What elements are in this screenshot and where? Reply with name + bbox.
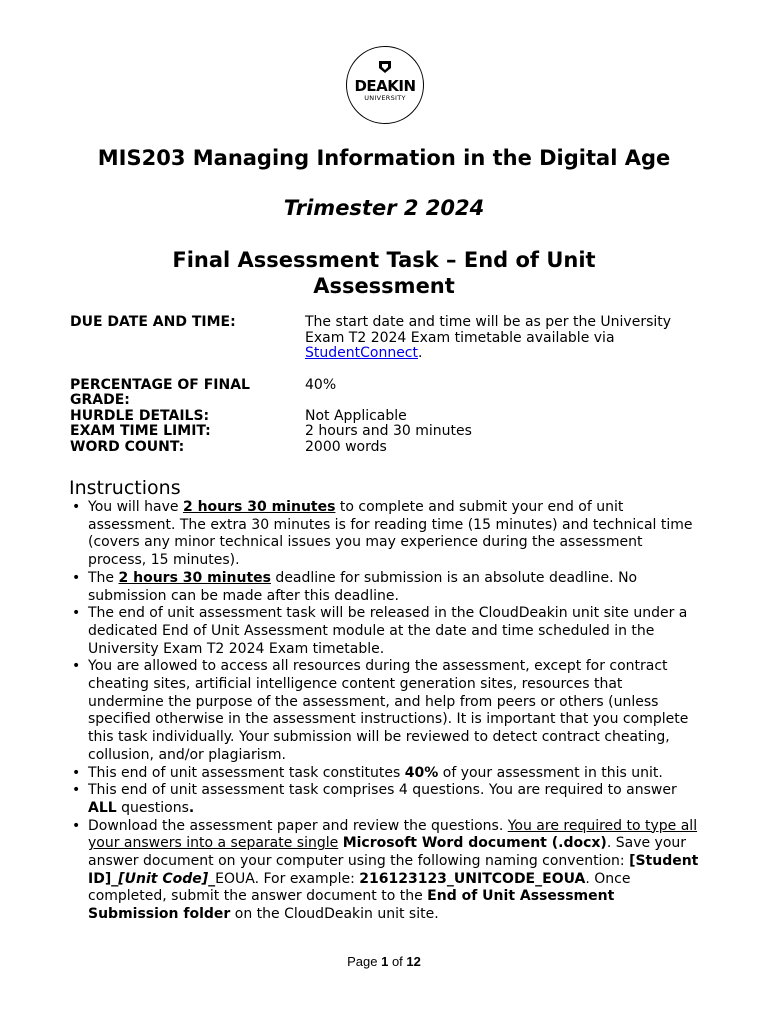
list-item: [70, 658, 700, 764]
item-text: to complete and submit your end of unit assessment. The extra 30 minutes is for reading time (15 minutes) and technical time (covers any minor technical issues you may experience during the assessment process, 15 minutes).: [88, 499, 693, 569]
item-text: . Save your answer document on your computer using the following naming convention:: [88, 835, 687, 870]
item-text: questions: [116, 799, 189, 816]
logo-subtitle: UNIVERSITY: [364, 94, 406, 102]
hurdle-label: HURDLE DETAILS:: [70, 407, 210, 424]
item-emphasis: 40%: [404, 764, 439, 781]
item-emphasis: .: [188, 799, 195, 816]
list-item: [70, 818, 700, 924]
task-title: Final Assessment Task – End of Unit Assessment: [172, 248, 596, 298]
item-emphasis: Microsoft Word document (.docx): [342, 835, 607, 852]
item-text: . For example:: [254, 870, 360, 887]
item-emphasis: [Student ID]: [88, 853, 699, 887]
percentage-value: 40%: [305, 376, 337, 393]
list-item: [70, 605, 700, 658]
due-text: The start date and time will be as per the University Exam T2 2024 Exam timetable available via: [305, 314, 672, 346]
item-text: This end of unit assessment task constitutes: [88, 764, 405, 781]
word-count-value: 2000 words: [305, 438, 387, 455]
page-number: 1: [381, 954, 389, 969]
percentage-label: PERCENTAGE OF FINAL GRADE:: [70, 376, 250, 408]
item-text: The: [88, 569, 119, 586]
due-row: [70, 315, 710, 362]
item-text: . Once completed, submit the answer document to the: [88, 870, 631, 905]
item-text: of your assessment in this unit.: [438, 764, 663, 781]
time-limit-label: EXAM TIME LIMIT:: [70, 423, 211, 439]
hurdle-row: [70, 409, 710, 425]
page-footer: [0, 954, 768, 969]
item-underline: You are required to type all your answers into a separate single: [88, 817, 698, 852]
list-item: [70, 570, 700, 605]
item-emphasis: ALL: [88, 799, 117, 816]
item-text: deadline for submission is an absolute deadline. No submission can be made after this deadline.: [88, 569, 638, 604]
item-text: This end of unit assessment task comprises 4 questions. You are required to answer: [88, 782, 677, 799]
due-value: [305, 315, 710, 362]
instructions-list: [70, 499, 700, 924]
item-emphasis: 2 hours 30 minutes: [182, 499, 336, 515]
item-emphasis: End of Unit Assessment Submission folder: [88, 888, 615, 923]
list-item: [70, 765, 700, 783]
time-limit-row: [70, 424, 710, 440]
item-emphasis: 2 hours 30 minutes: [118, 569, 271, 586]
due-end: .: [418, 345, 423, 361]
item-emphasis: 216123123_UNITCODE_EOUA: [359, 870, 586, 887]
item-text: You are allowed to access all resources during the assessment, except for contract cheating sites, artificial intelligence content generation sites, resources that undermine the purpose of the assessment, and help from peers or others (unless specified otherwise in the assessment instructions). It is important that you complete this task individually. Your submission will be reviewed to detect contract cheating, collusion, and/or plagiarism.: [88, 658, 689, 763]
percentage-row: [70, 378, 710, 409]
list-item: [70, 782, 700, 817]
hurdle-value: Not Applicable: [305, 407, 407, 424]
word-count-label: WORD COUNT:: [70, 438, 185, 455]
item-text: The end of unit assessment task will be released in the CloudDeakin unit site under a dedicated End of Unit Assessment module at the date and time scheduled in the University Exam T2 2024 Exam timetable.: [88, 605, 688, 657]
page-word: Page: [347, 954, 378, 969]
item-text: on the CloudDeakin unit site.: [230, 906, 439, 923]
item-emphasis: _: [208, 870, 216, 887]
assessment-details: [70, 315, 710, 455]
time-limit-value: 2 hours and 30 minutes: [305, 423, 472, 439]
studentconnect-link[interactable]: StudentConnect: [305, 345, 418, 361]
due-label: DUE DATE AND TIME:: [70, 314, 236, 330]
instructions-heading: Instructions: [69, 477, 181, 499]
item-text: You will have: [88, 499, 183, 515]
trimester: Trimester 2 2024: [283, 196, 485, 220]
word-count-row: [70, 440, 710, 456]
item-text: Download the assessment paper and review the questions.: [88, 817, 508, 834]
deakin-university-logo: [346, 46, 424, 124]
deakin-crest-icon: [378, 61, 392, 73]
logo-name: DEAKIN: [354, 77, 416, 95]
page-total: 12: [406, 954, 421, 969]
list-item: [70, 499, 700, 570]
item-emphasis-italic: _[Unit Code]: [111, 870, 209, 887]
unit-title: MIS203 Managing Information in the Digital Age: [97, 146, 671, 170]
of-word: of: [391, 954, 403, 969]
item-text: EOUA: [215, 870, 255, 887]
